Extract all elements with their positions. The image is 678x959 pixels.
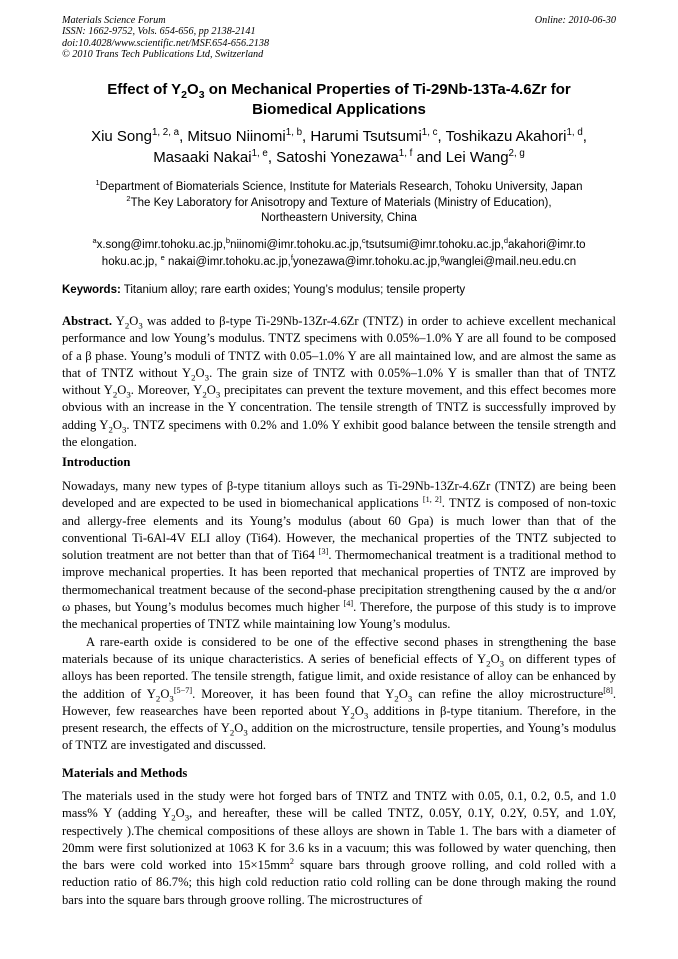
paragraph: Nowadays, many new types of β-type titanium alloys such as Ti-29Nb-13Zr-4.6Zr (TNTZ) are being been developed and are expected to be used in biomechanical applications [1, 2]. TNTZ is composed of non-toxic and allergy-free elements and its Young’s modulus (about 60 Gpa) is much lower than that of the conventional Ti-6Al-4V ELI alloy (Ti64). However, the mechanical properties of the TNTZ subjected to solution treatment are not better than that of Ti64 [3]. Thermomechanical treatment is a traditional method to improve mechanical properties. It has been reported that mechanical properties of TNTZ are improved by thermomechanical treatment because of the second-phase precipitation strengthening caused by the α and/or ω phases, but Young’s modulus becomes much higher [4]. Therefore, the purpose of this study is to improve the mechanical properties of TNTZ while maintaining low Young’s modulus. [62,479,617,632]
citation: [8] [603,685,613,695]
author: Masaaki Nakai [153,149,252,166]
introduction-body [62,478,616,755]
email-link[interactable]: x.song@imr.tohoku.ac.jp, [96,239,226,251]
author: Xiu Song [91,128,152,145]
journal-header [62,15,616,61]
issn-line: ISSN: 1662-9752, Vols. 654-656, pp 2138-2141 [62,26,256,38]
keywords-label: Keywords: [62,284,121,296]
author: Mitsuo Niinomi [187,128,286,145]
author: Satoshi Yonezawa [276,149,399,166]
affiliations [40,180,638,227]
email-link[interactable]: tsutsumi@imr.tohoku.ac.jp, [365,239,504,251]
email-link[interactable]: akahori@imr.to [508,239,586,251]
citation: [1, 2] [422,495,442,505]
abstract: Abstract. $Y_2O_3$ was added to β-type Ti-29Nb-13Zr-4.6Zr (TNTZ) in order to achieve excellent mechanical performance and low Young’s modulus. TNTZ specimens with 0.05%–1.0% Y are all found to be composed of a β phase. Young’s moduli of TNTZ with 0.05–1.0% Y are all maintained low, and are almost the same as that of TNTZ without $Y_2O_3$. The grain size of TNTZ with 0.05%–1.0% Y is smaller than that of TNTZ without $Y_2O_3$. Moreover, $Y_2O_3$ precipitates can prevent the texture movement, and this effect becomes more obvious with an increase in the Y concentration. The tensile strength of TNTZ is successfully improved by adding $Y_2O_3$. TNTZ specimens with 0.2% and 1.0% Y exhibit good balance between the tensile strength and the elongation. [62,314,616,450]
author-emails: $^a$x.song@imr.tohoku.ac.jp,$^b$niinomi@imr.tohoku.ac.jp,$^c$tsutsumi@imr.tohoku.ac.jp,$^d$akahori@imr.to hoku.ac.jp, $^e$ nakai@imr.tohoku.ac.jp,$^f$yonezawa@imr.tohoku.ac.jp,$^g$wanglei@mail.neu.edu.cn [92,236,586,268]
abstract-label: Abstract. [62,314,113,328]
section-heading-materials-methods: Materials and Methods [62,766,188,780]
author: Lei Wang [445,149,509,166]
paragraph: A rare-earth oxide is considered to be one of the effective second phases in strengthening the base materials because of its unique characteristics. A series of beneficial effects of $Y_2O_3$ on different types of alloys has been reported. The tensile strength, fatigue limit, and oxide resistance of alloy can be enhanced by the addition of $Y_2O_3[5-7]$. Moreover, it has been found that $Y_2O_3$ can refine the alloy microstructure[8]. However, few reasearches have been reported about $Y_2O_3$ additions in β-type titanium. Therefore, in the present research, the effects of $Y_2O_3$ addition on the microstructure, tensile properties, and Young’s modulus of TNTZ are investigated and discussed. [62,634,616,753]
citation: [3] [318,547,329,556]
affiliation-2-cont: Northeastern University, China [261,212,417,224]
keywords-text: Titanium alloy; rare earth oxides; Young’s modulus; tensile property [120,284,466,296]
email-link[interactable]: hoku.ac.jp, [101,256,158,268]
email-link[interactable]: wanglei@mail.neu.edu.cn [444,256,577,268]
author: Harumi Tsutsumi [310,128,422,145]
email-link[interactable]: niinomi@imr.tohoku.ac.jp, [230,239,362,251]
email-link[interactable]: yonezawa@imr.tohoku.ac.jp, [292,256,441,268]
paper-title: Effect of $Y_2O_3$ on Mechanical Properties of Ti-29Nb-13Ta-4.6Zr for Biomedical Applications [107,81,571,118]
section-heading-introduction: Introduction [62,455,131,469]
keywords [62,283,618,298]
doi-line: doi:10.4028/www.scientific.net/MSF.654-656.2138 [62,37,270,49]
copyright-line: © 2010 Trans Tech Publications Ltd, Switzerland [62,49,264,61]
citation: [4] [343,598,354,608]
journal-name: Materials Science Forum [62,15,166,26]
affiliation-2: $^2$The Key Laboratory for Anisotropy and Texture of Materials (Ministry of Education), [126,193,552,209]
email-link[interactable]: nakai@imr.tohoku.ac.jp, [164,256,291,268]
online-date: Online: 2010-06-30 [534,15,616,26]
affiliation-1: $^1$Department of Biomaterials Science, Institute for Materials Research, Tohoku University, Japan [95,178,583,193]
author: Toshikazu Akahori [445,128,567,145]
materials-methods-body [62,788,616,909]
citation: [5−7] [173,685,193,695]
paragraph: The materials used in the study were hot forged bars of TNTZ and TNTZ with 0.05, 0.1, 0.2, 0.5, and 1.0 mass% Y (adding $Y_2O_3$, and hereafter, these will be called TNTZ, 0.05Y, 0.1Y, 0.2Y, 0.5Y, and 1.0Y, respectively ).The chemical compositions of these alloys are shown in Table 1. The bars with a diameter of 20mm were first solutionized at 1063 K for 3.6 ks in a vacuum; this was followed by water quenching, then the bars were cold worked into $15\times 15mm^2$ square bars through groove rolling, and cold rolled with a reduction ratio of 86.7%; this high cold reduction ratio cold rolling can be done through making the round bars into the square bars through groove rolling. The microstructures of [62,789,617,907]
author-list: Xiu Song$^{1, 2, a}$, Mitsuo Niinomi$^{1, b}$, Harumi Tsutsumi$^{1, c}$, Toshikazu Akahori$^{1, d}$, Masaaki Nakai$^{1, e}$, Satoshi Yonezawa$^{1, f}$ and Lei Wang$^{2, g}$ [91,127,587,166]
